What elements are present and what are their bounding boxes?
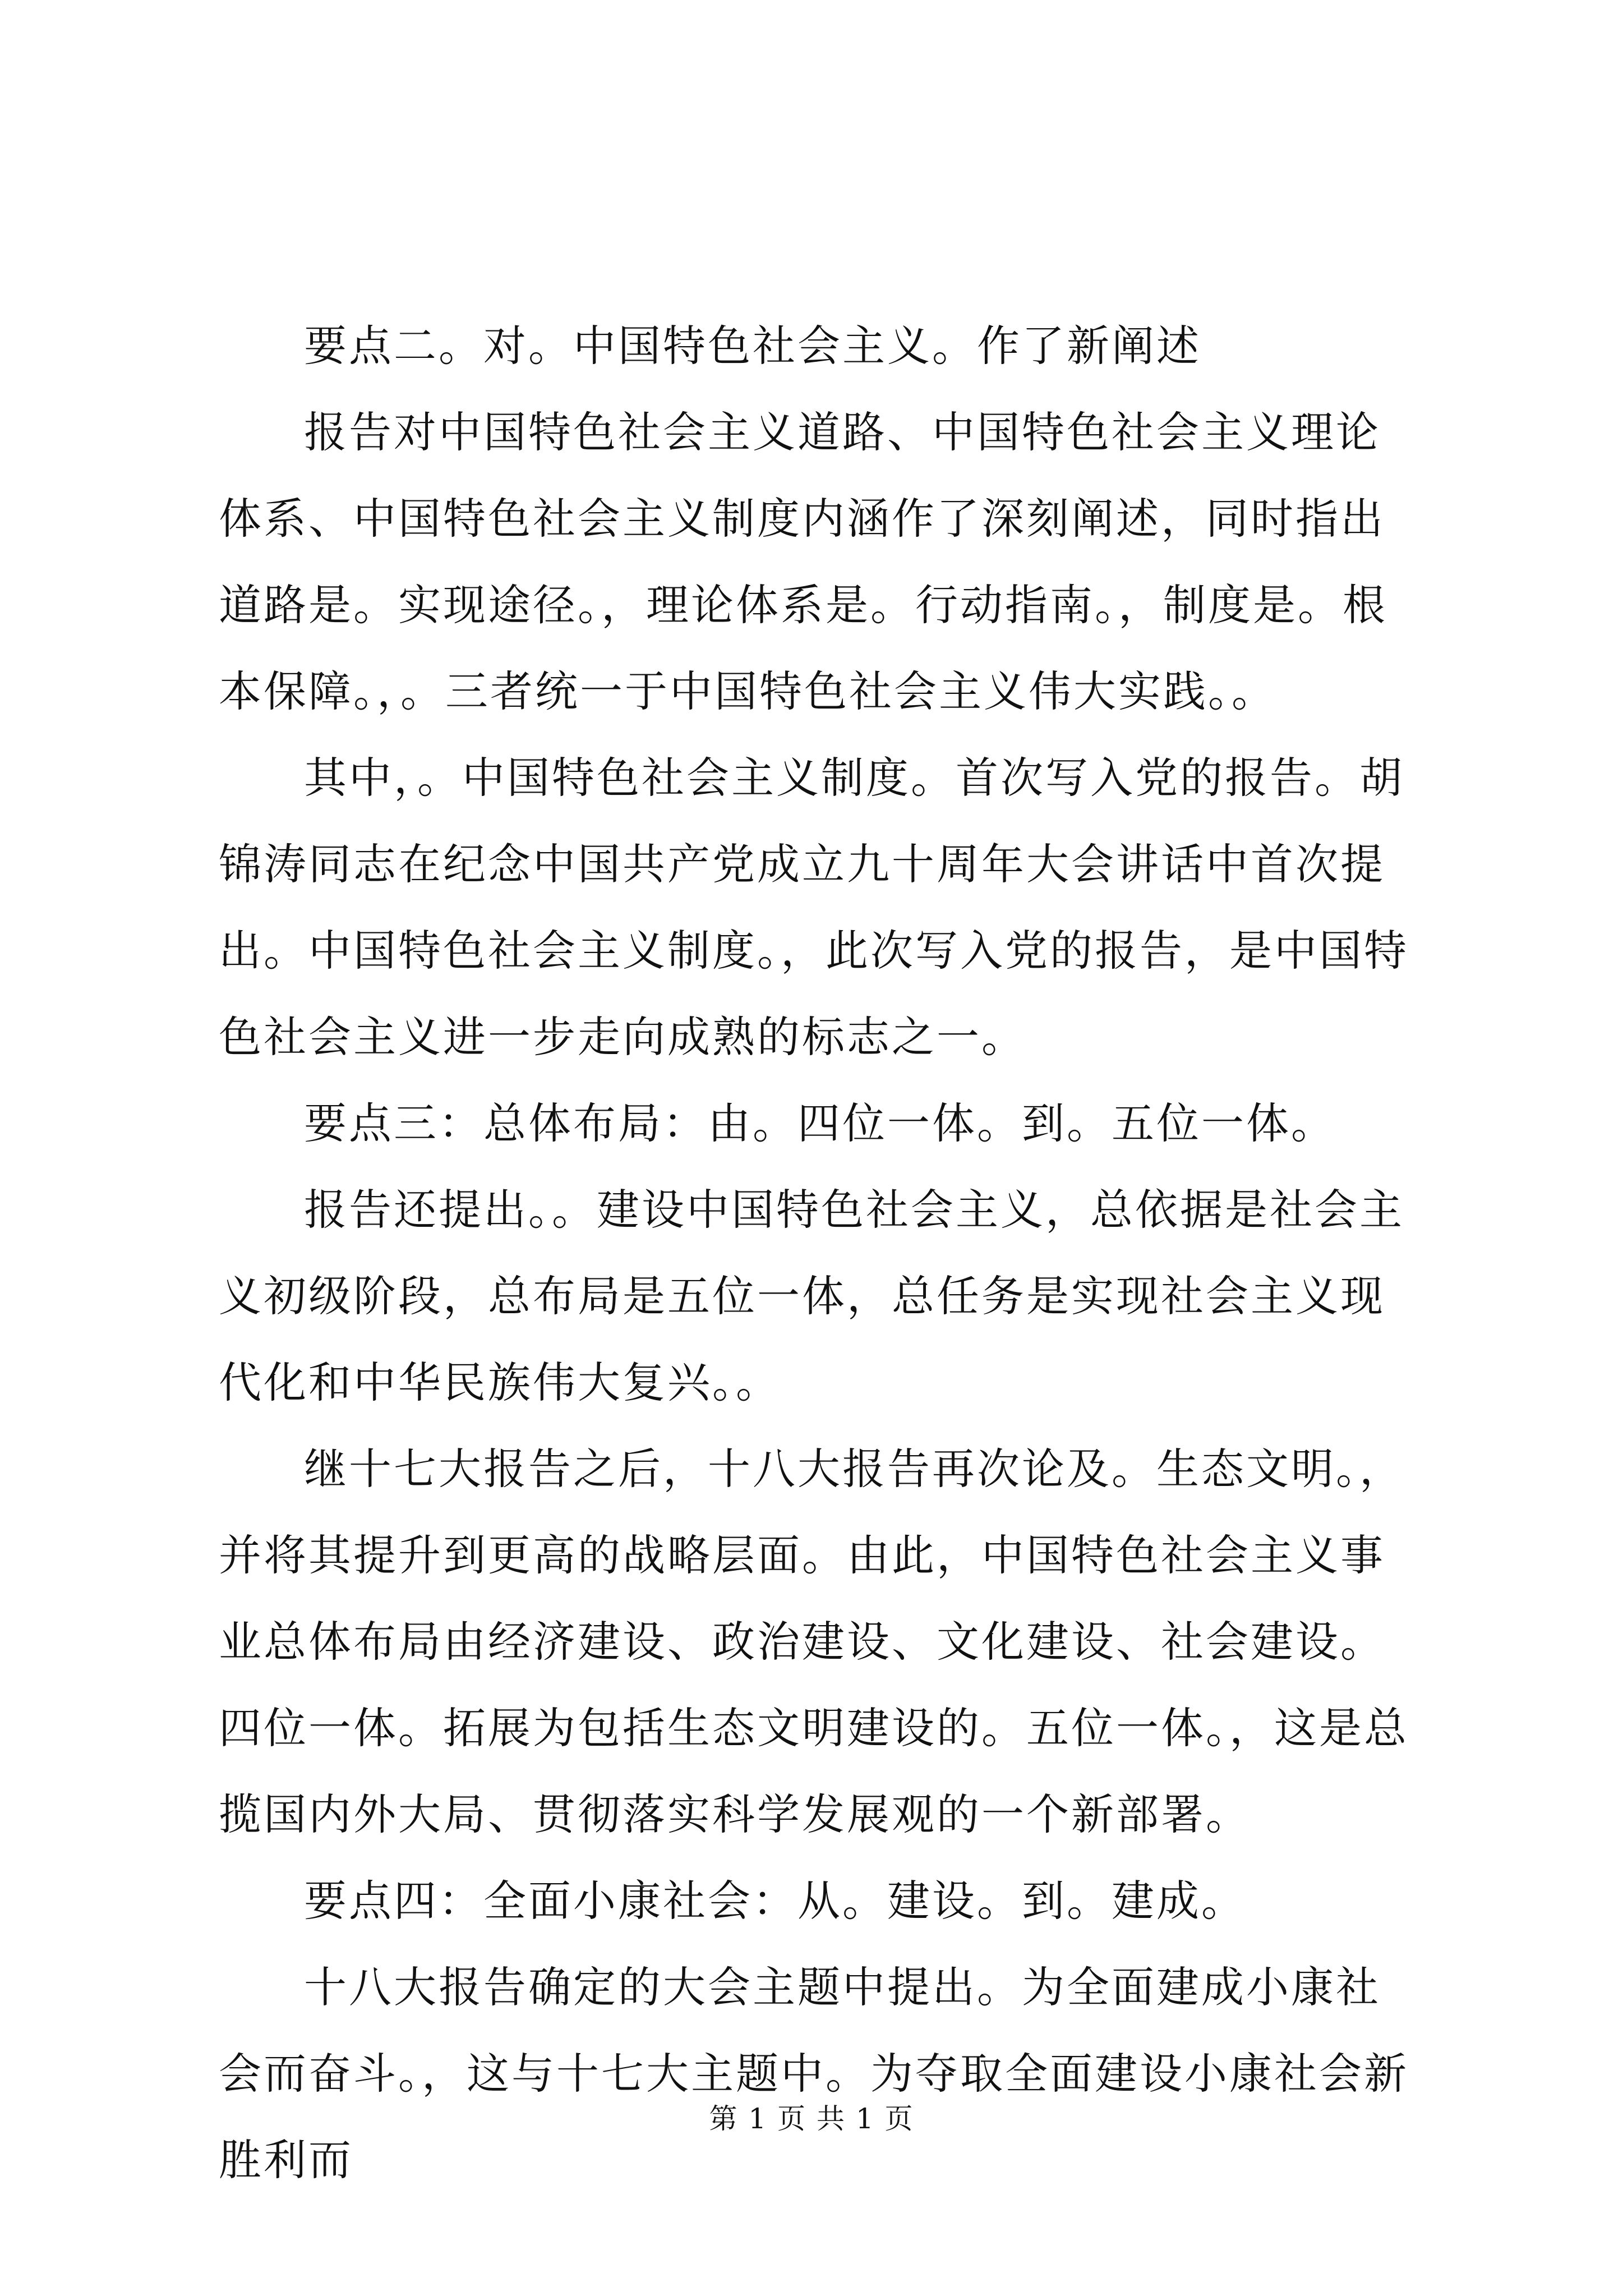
heading-point-four: 要点四：全面小康社会：从。建设。到。建成。 bbox=[304, 1876, 1246, 1926]
paragraph: 报告对中国特色社会主义道路、中国特色社会主义理论体系、中国特色社会主义制度内涵作了深刻阐述，同时指出道路是。实现途径。，理论体系是。行动指南。，制度是。根本保障。，。三者统一于中国特色社会主义伟大实践。。 bbox=[219, 407, 1387, 716]
page-footer: 第 1 页 共 1 页 bbox=[709, 2102, 914, 2135]
paragraph: 十八大报告确定的大会主题中提出。为全面建成小康社会而奋斗。，这与十七大主题中。为夺取全面建设小康社会新胜利而 bbox=[219, 1962, 1409, 2185]
paragraph: 其中，。中国特色社会主义制度。首次写入党的报告。胡锦涛同志在纪念中国共产党成立九十周年大会讲话中首次提出。中国特色社会主义制度。，此次写入党的报告，是中国特色社会主义进一步走向成熟的标志之一。 bbox=[219, 753, 1409, 1062]
paragraph: 报告还提出。。建设中国特色社会主义，总依据是社会主义初级阶段，总布局是五位一体，总任务是实现社会主义现代化和中华民族伟大复兴。。 bbox=[219, 1185, 1404, 1407]
heading-point-three: 要点三：总体布局：由。四位一体。到。五位一体。 bbox=[304, 1098, 1336, 1148]
paragraph: 继十七大报告之后，十八大报告再次论及。生态文明。，并将其提升到更高的战略层面。由此，中国特色社会主义事业总体布局由经济建设、政治建设、文化建设、社会建设。四位一体。拓展为包括生态文明建设的。五位一体。，这是总揽国内外大局、贯彻落实科学发展观的一个新部署。 bbox=[219, 1444, 1409, 1839]
document-body bbox=[219, 303, 1419, 2203]
heading-point-two: 要点二。对。中国特色社会主义。作了新阐述 bbox=[304, 321, 1201, 371]
